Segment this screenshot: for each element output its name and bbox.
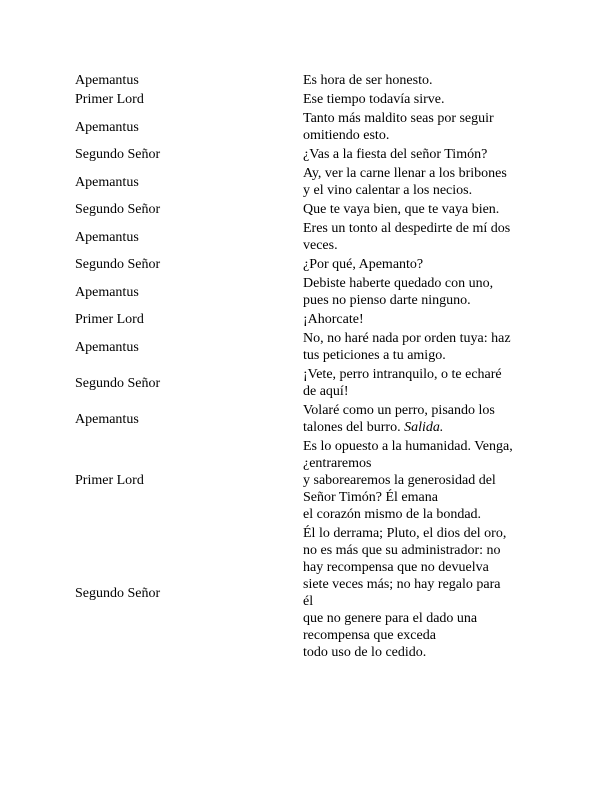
dialogue-line: Que te vaya bien, que te vaya bien. bbox=[303, 202, 500, 217]
speaker-name: Segundo Señor bbox=[75, 202, 161, 217]
dialogue-table bbox=[75, 72, 540, 663]
dialogue-row bbox=[75, 311, 540, 330]
dialogue-line: Él lo derrama; Pluto, el dios del oro, no es más que su administrador: no hay recompensa que no devuelva siete veces más; no hay regalo para él que no genere para el dado una recompensa que exceda todo uso de lo cedido. bbox=[303, 526, 507, 660]
dialogue-line: Ese tiempo todavía sirve. bbox=[303, 92, 445, 107]
speaker-name: Primer Lord bbox=[75, 312, 144, 327]
dialogue-row bbox=[75, 438, 540, 525]
dialogue-row bbox=[75, 525, 540, 663]
speaker-name: Apemantus bbox=[75, 73, 139, 88]
speaker-name: Apemantus bbox=[75, 339, 139, 355]
dialogue-line: Debiste haberte quedado con uno, pues no pienso darte ninguno. bbox=[303, 276, 494, 308]
dialogue-line-text: Volaré como un perro, pisando los talones del burro. bbox=[303, 403, 495, 435]
dialogue-line bbox=[303, 402, 540, 438]
stage-direction: Salida. bbox=[404, 420, 444, 435]
dialogue-row bbox=[75, 165, 540, 201]
dialogue-row bbox=[75, 330, 540, 366]
speaker-name: Apemantus bbox=[75, 174, 139, 190]
dialogue-line: Eres un tonto al despedirte de mí dos veces. bbox=[303, 221, 511, 253]
dialogue-line: ¡Vete, perro intranquilo, o te echaré de aquí! bbox=[303, 367, 502, 399]
dialogue-row bbox=[75, 201, 540, 220]
dialogue-row bbox=[75, 146, 540, 165]
dialogue-line: Tanto más maldito seas por seguir omitiendo esto. bbox=[303, 111, 494, 143]
speaker-name: Apemantus bbox=[75, 119, 139, 135]
dialogue-line: ¿Vas a la fiesta del señor Timón? bbox=[303, 147, 488, 162]
dialogue-row bbox=[75, 275, 540, 311]
dialogue-row bbox=[75, 72, 540, 91]
dialogue-line: ¿Por qué, Apemanto? bbox=[303, 257, 424, 272]
dialogue-row bbox=[75, 256, 540, 275]
dialogue-row bbox=[75, 110, 540, 146]
dialogue-row bbox=[75, 366, 540, 402]
speaker-name: Segundo Señor bbox=[75, 375, 161, 391]
dialogue-line: ¡Ahorcate! bbox=[303, 312, 364, 327]
speaker-name: Primer Lord bbox=[75, 473, 144, 488]
dialogue-row bbox=[75, 402, 540, 438]
speaker-name: Segundo Señor bbox=[75, 585, 161, 601]
speaker-name: Segundo Señor bbox=[75, 257, 161, 272]
speaker-name: Apemantus bbox=[75, 229, 139, 245]
dialogue-line: Es lo opuesto a la humanidad. Venga, ¿entraremos y saborearemos la generosidad del Señor Timón? Él emana el corazón mismo de la bondad. bbox=[303, 439, 513, 522]
speaker-name: Apemantus bbox=[75, 411, 139, 427]
dialogue-row bbox=[75, 220, 540, 256]
dialogue-line: Es hora de ser honesto. bbox=[303, 73, 433, 88]
speaker-name: Segundo Señor bbox=[75, 147, 161, 162]
speaker-name: Apemantus bbox=[75, 284, 139, 300]
dialogue-row bbox=[75, 91, 540, 110]
dialogue-line: No, no haré nada por orden tuya: haz tus peticiones a tu amigo. bbox=[303, 331, 511, 363]
speaker-name: Primer Lord bbox=[75, 92, 144, 107]
dialogue-line: Ay, ver la carne llenar a los bribones y el vino calentar a los necios. bbox=[303, 166, 507, 198]
